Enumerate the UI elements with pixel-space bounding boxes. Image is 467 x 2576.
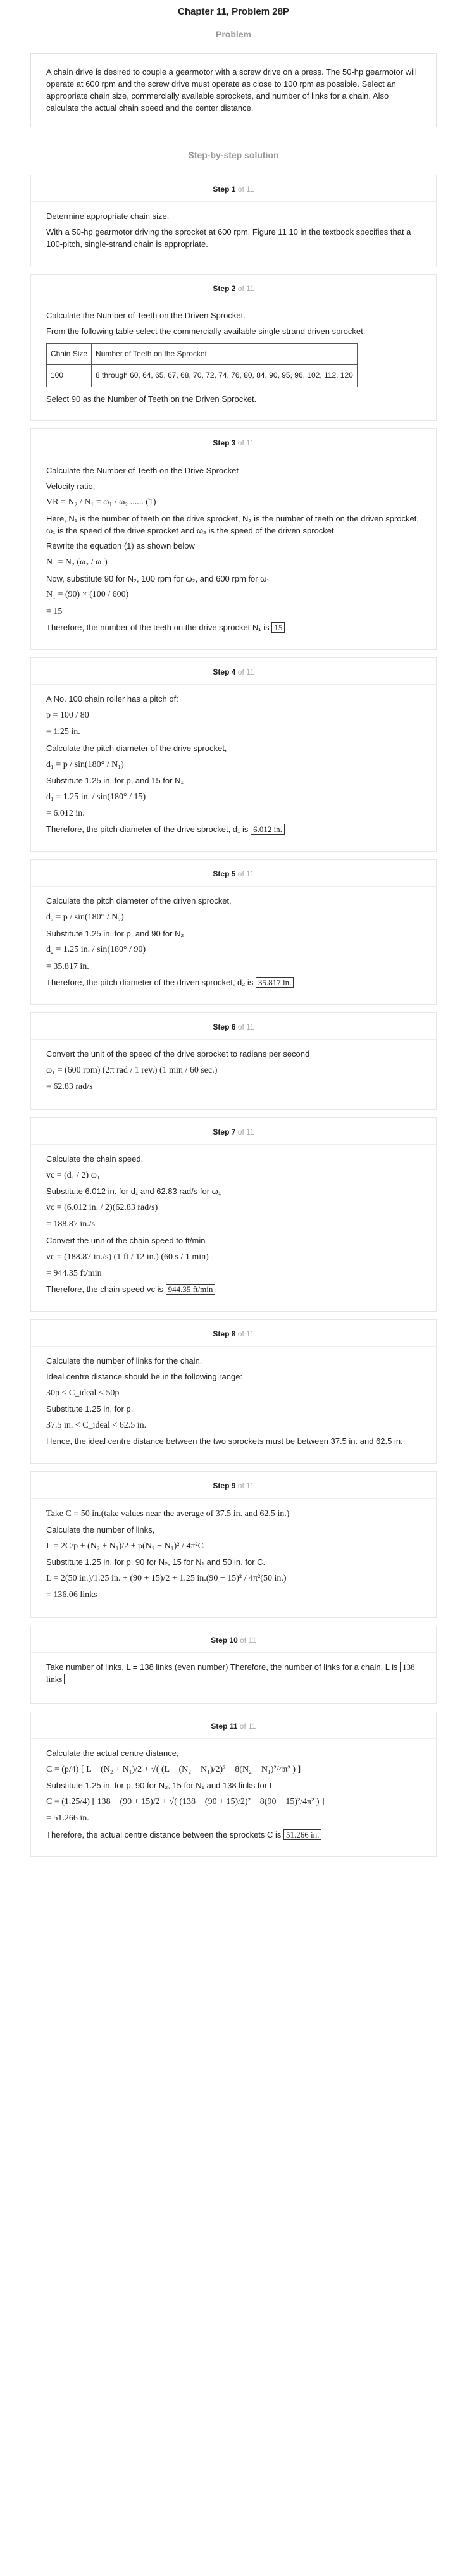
step-count: of 11: [237, 1329, 254, 1338]
line-text: Calculate the number of links,: [46, 1525, 155, 1535]
step-text: [46, 694, 421, 706]
page-title: Chapter 11, Problem 28P: [178, 6, 289, 17]
line-text: Calculate the pitch diameter of the drive sprocket,: [46, 743, 227, 753]
line-text: Take C = 50 in.(take values near the average of 37.5 in. and 62.5 in.): [46, 1509, 290, 1519]
step-label: Step 11: [211, 1721, 238, 1731]
step-label: Step 6: [213, 1022, 236, 1031]
step-count: of 11: [237, 667, 254, 676]
step-count: of 11: [237, 283, 254, 293]
step-text: [46, 1186, 421, 1198]
step-text: [46, 895, 421, 907]
line-text: Rewrite the equation (1) as shown below: [46, 541, 195, 551]
step-divider: [31, 886, 436, 887]
equation-line: [46, 1589, 421, 1602]
equation-line: [46, 1508, 421, 1521]
table-row: [47, 365, 358, 387]
line-text: Therefore, the actual centre distance between the sprockets C is: [46, 1829, 282, 1839]
step-header: [46, 1635, 421, 1646]
step-text: [46, 743, 421, 755]
equation-line: [46, 1796, 421, 1808]
line-text: C = (p/4) [ L − (N₂ + N₁)/2 + √( (L − (N₂ + N₁)/2)² − 8(N₂ − N₁)²/4π² ) ]: [46, 1764, 301, 1774]
equation-line: [46, 496, 421, 509]
line-text: = 1.25 in.: [46, 727, 80, 737]
equation-line: [46, 1251, 421, 1264]
step-text: [46, 1436, 421, 1448]
line-text: Calculate the Number of Teeth on the Driven Sprocket.: [46, 311, 246, 321]
equation-line: [46, 791, 421, 804]
step-card: [30, 657, 437, 852]
step-card: [30, 1712, 437, 1857]
step-text: [46, 1662, 421, 1686]
equation-line: [46, 1540, 421, 1553]
line-text: Substitute 1.25 in. for p, and 15 for N₁: [46, 775, 184, 785]
step-label: Step 7: [213, 1127, 236, 1136]
line-text: d₂ = 1.25 in. / sin(180° / 90): [46, 945, 146, 955]
line-text: Therefore, the pitch diameter of the drive sprocket, d₁ is: [46, 824, 249, 835]
step-text: [46, 1048, 421, 1061]
line-text: Now, substitute 90 for N₂, 100 rpm for ω₂, and 600 rpm for ω₁: [46, 573, 270, 583]
step-count: of 11: [240, 1635, 256, 1645]
line-text: ω₁ = (600 rpm) (2π rad / 1 rev.) (1 min / 60 sec.): [46, 1066, 218, 1076]
step-label: Step 4: [213, 667, 236, 676]
answer-box: 15: [271, 622, 285, 633]
step-card: [30, 1117, 437, 1312]
step-header: [46, 1721, 421, 1732]
line-text: Calculate the number of links for the chain.: [46, 1356, 202, 1366]
steps-list: [30, 175, 437, 1857]
step-text: [46, 1524, 421, 1536]
equation-line: [46, 911, 421, 924]
step-count: of 11: [237, 1481, 254, 1491]
line-text: 37.5 in. < C_ideal < 62.5 in.: [46, 1421, 147, 1431]
line-text: Convert the unit of the chain speed to ft/min: [46, 1235, 206, 1245]
step-text: [46, 227, 421, 251]
line-text: A No. 100 chain roller has a pitch of:: [46, 694, 178, 704]
table-cell: 100: [47, 365, 92, 387]
line-text: = 944.35 ft/min: [46, 1268, 102, 1278]
line-text: VR = N₂ / N₁ = ω₁ / ω₂ ...... (1): [46, 497, 156, 507]
line-text: N₁ = (90) × (100 / 600): [46, 590, 129, 600]
answer-box: 138 links: [46, 1662, 415, 1684]
step-label: Step 3: [213, 439, 236, 448]
step-count: of 11: [237, 439, 254, 448]
line-text: d₁ = p / sin(180° / N₁): [46, 759, 124, 769]
line-text: = 188.87 in./s: [46, 1219, 96, 1229]
step-text: [46, 573, 421, 585]
line-text: L = 2C/p + (N₂ + N₁)/2 + p(N₂ − N₁)² / 4π²C: [46, 1541, 204, 1551]
line-text: d₁ = 1.25 in. / sin(180° / 15): [46, 792, 146, 802]
equation-line: [46, 1572, 421, 1585]
answer-box: 35.817 in.: [256, 977, 294, 988]
line-text: 30p < C_ideal < 50p: [46, 1388, 120, 1398]
step-header: [46, 438, 421, 449]
line-text: Ideal centre distance should be in the following range:: [46, 1372, 243, 1382]
step-text: [46, 1748, 421, 1760]
line-text: Therefore, the chain speed vc is: [46, 1285, 163, 1295]
line-text: C = (1.25/4) [ 138 − (90 + 15)/2 + √( (138 − (90 + 15)/2)² − 8(90 − 15)²/4π² ) ]: [46, 1796, 325, 1807]
equation-line: [46, 726, 421, 738]
line-text: N₁ = N₂ (ω₂ / ω₁): [46, 557, 108, 568]
equation-line: [46, 1267, 421, 1280]
sprocket-table: [46, 343, 358, 387]
step-divider: [31, 1346, 436, 1347]
equation-line: [46, 807, 421, 820]
step-label: Step 9: [213, 1481, 236, 1491]
line-text: Therefore, the number of the teeth on the drive sprocket N₁ is: [46, 622, 270, 632]
line-text: Therefore, the pitch diameter of the driven sprocket, d₂ is: [46, 978, 254, 988]
problem-heading: Problem: [215, 28, 251, 39]
equation-line: [46, 556, 421, 569]
step-header: [46, 1022, 421, 1033]
step-header: [46, 1127, 421, 1138]
step-header: [46, 1329, 421, 1340]
step-text: [46, 1557, 421, 1569]
equation-line: [46, 961, 421, 973]
line-text: Here, N₁ is the number of teeth on the drive sprocket, N₂ is the number of teeth on the driven sprocket, ω₁ is the speed of the drive sprocket and ω₂ is the speed of the driven sprocket.: [46, 513, 419, 535]
line-text: = 51.266 in.: [46, 1814, 89, 1824]
step-card: [30, 175, 437, 266]
step-card: [30, 1626, 437, 1704]
step-text: Select 90 as the Number of Teeth on the Driven Sprocket.: [46, 394, 257, 404]
step-header: [46, 667, 421, 678]
line-text: Hence, the ideal centre distance between the two sprockets must be between 37.5 in. and 62.5 in.: [46, 1436, 403, 1447]
step-divider: [31, 1652, 436, 1653]
step-text: [46, 1780, 421, 1792]
line-text: vc = (d₁ / 2) ω₁: [46, 1170, 100, 1180]
equation-line: [46, 1387, 421, 1400]
line-text: From the following table select the commercially available single strand driven sprocket.: [46, 326, 366, 336]
step-card: [30, 1319, 437, 1464]
equation-line: [46, 943, 421, 956]
step-label: Step 1: [213, 184, 236, 194]
step-count: of 11: [237, 1127, 254, 1136]
step-header: [46, 869, 421, 880]
line-text: Calculate the pitch diameter of the driven sprocket,: [46, 896, 232, 906]
step-text: [46, 1829, 421, 1841]
answer-box: 51.266 in.: [283, 1829, 321, 1840]
line-text: Calculate the chain speed,: [46, 1154, 144, 1164]
step-header: [46, 1481, 421, 1491]
step-text: [46, 1235, 421, 1247]
table-header: Number of Teeth on the Sprocket: [92, 343, 358, 364]
step-header: [46, 283, 421, 294]
step-header: [46, 184, 421, 195]
equation-line: [46, 1202, 421, 1214]
equation-line: [46, 759, 421, 771]
problem-statement: [30, 53, 437, 127]
line-text: Calculate the Number of Teeth on the Drive Sprocket: [46, 465, 239, 475]
step-text: [46, 1154, 421, 1166]
step-label: Step 2: [213, 283, 236, 293]
line-text: Take number of links, L = 138 links (even number) Therefore, the number of links for a chain, L is: [46, 1662, 398, 1672]
equation-line: [46, 588, 421, 601]
line-text: = 35.817 in.: [46, 961, 89, 971]
step-text: [46, 1371, 421, 1383]
step-count: of 11: [237, 869, 254, 879]
line-text: L = 2(50 in.)/1.25 in. + (90 + 15)/2 + 1.25 in.(90 − 15)² / 4π²(50 in.): [46, 1574, 287, 1583]
step-divider: [31, 201, 436, 202]
step-text: [46, 540, 421, 552]
step-count: of 11: [239, 1721, 256, 1731]
answer-box: 6.012 in.: [251, 824, 285, 835]
step-text: [46, 326, 421, 338]
step-text: [46, 824, 421, 836]
answer-box: 944.35 ft/min: [166, 1284, 216, 1295]
line-text: Determine appropriate chain size.: [46, 211, 170, 221]
step-text: [46, 481, 421, 493]
step-divider: [31, 1144, 436, 1145]
step-count: of 11: [237, 1022, 254, 1031]
equation-line: [46, 1081, 421, 1093]
step-text: [46, 465, 421, 477]
step-card: [30, 274, 437, 421]
line-text: Velocity ratio,: [46, 481, 96, 491]
equation-line: [46, 1764, 421, 1776]
step-card: [30, 859, 437, 1005]
line-text: Calculate the actual centre distance,: [46, 1748, 179, 1758]
step-divider: [31, 684, 436, 685]
step-text: [46, 211, 421, 223]
equation-line: [46, 1419, 421, 1432]
line-text: = 62.83 rad/s: [46, 1082, 93, 1092]
line-text: = 6.012 in.: [46, 808, 85, 818]
equation-line: [46, 1812, 421, 1825]
step-text: [46, 977, 421, 989]
equation-line: [46, 1218, 421, 1231]
step-divider: [31, 1039, 436, 1040]
step-label: Step 5: [213, 869, 236, 879]
line-text: = 15: [46, 606, 63, 616]
line-text: p = 100 / 80: [46, 711, 89, 721]
step-card: [30, 1471, 437, 1617]
step-card: [30, 1012, 437, 1110]
step-text: [46, 775, 421, 787]
solution-heading: Step-by-step solution: [188, 150, 279, 161]
equation-line: [46, 606, 421, 618]
equation-line: [46, 709, 421, 722]
line-text: vc = (188.87 in./s) (1 ft / 12 in.) (60 s / 1 min): [46, 1252, 209, 1262]
step-count: of 11: [237, 184, 254, 194]
line-text: = 136.06 links: [46, 1590, 97, 1600]
line-text: Convert the unit of the speed of the drive sprocket to radians per second: [46, 1049, 310, 1059]
step-text: [46, 928, 421, 940]
step-text: [46, 1403, 421, 1416]
step-label: Step 10: [211, 1635, 238, 1645]
line-text: Substitute 1.25 in. for p, 90 for N₂, 15 for N₁ and 50 in. for C.: [46, 1557, 266, 1567]
step-divider: [31, 1738, 436, 1739]
step-card: [30, 428, 437, 649]
step-text: [46, 513, 421, 537]
equation-line: [46, 1169, 421, 1182]
equation-line: [46, 1064, 421, 1077]
step-label: Step 8: [213, 1329, 236, 1338]
line-text: d₂ = p / sin(180° / N₂): [46, 912, 124, 923]
line-text: Substitute 6.012 in. for d₁ and 62.83 rad/s for ω₁: [46, 1186, 221, 1197]
step-text: [46, 1284, 421, 1296]
step-text: [46, 622, 421, 634]
problem-text: A chain drive is desired to couple a gearmotor with a screw drive on a press. The 50-hp gearmotor will operate at 600 rpm and the screw drive must operate as close to 100 rpm as possible. Select an appropriate chain size, commercially available sprockets, and number of links for a chain. Also calculate the actual chain speed and the center distance.: [46, 67, 417, 113]
line-text: Substitute 1.25 in. for p, and 90 for N₂: [46, 928, 184, 938]
line-text: vc = (6.012 in. / 2)(62.83 rad/s): [46, 1203, 158, 1213]
step-divider: [31, 1498, 436, 1499]
table-header: Chain Size: [47, 343, 92, 364]
step-text: [46, 1355, 421, 1367]
line-text: Substitute 1.25 in. for p, 90 for N₂, 15 for N₁ and 138 links for L: [46, 1781, 274, 1791]
step-text: [46, 310, 421, 322]
line-text: With a 50-hp gearmotor driving the sprocket at 600 rpm, Figure 11 10 in the textbook specifies that a 100-pitch, single-strand chain is appropriate.: [46, 227, 411, 249]
table-cell: 8 through 60, 64, 65, 67, 68, 70, 72, 74, 76, 80, 84, 90, 95, 96, 102, 112, 120: [92, 365, 358, 387]
line-text: Substitute 1.25 in. for p.: [46, 1404, 134, 1414]
